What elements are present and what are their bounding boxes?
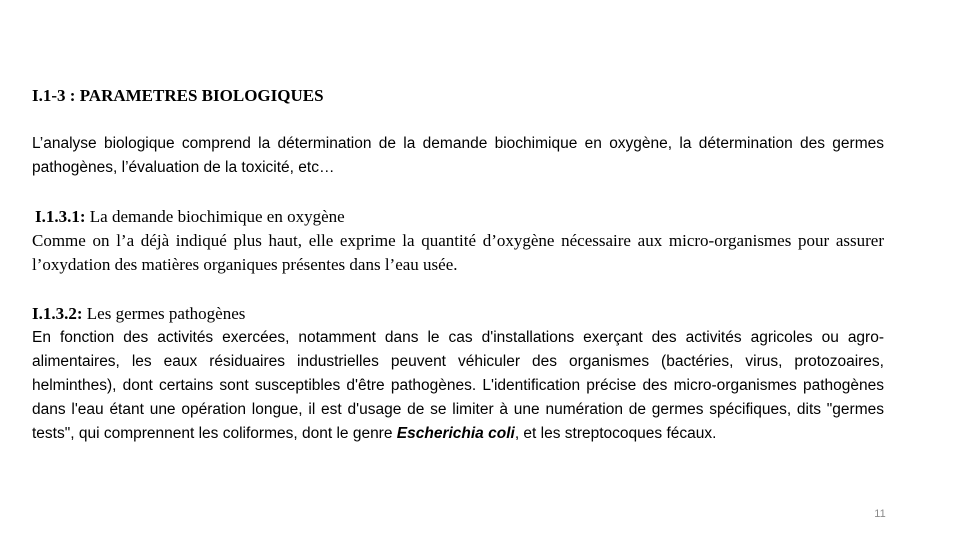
pathogens-body-text: En fonction des activités exercées, notamment dans le cas d'installations exerçant des activités agricoles ou agro-alimentaires, les eaux résiduaires industrielles peuvent véhiculer des organismes (bactéries, virus, protozoaires, helminthes), dont certains sont susceptibles d'être pathogènes. L'identification précise des micro-organismes pathogènes dans l'eau étant une opération longue, il est d'usage de se limiter à une numération de germes spécifiques, dits "germes tests", qui comprennent les coliformes, dont le genre [32, 329, 884, 442]
subsection-bod-number: I.1.3.1: [35, 207, 86, 226]
subsection-bod [32, 205, 884, 277]
subsection-pathogens-body [32, 329, 884, 442]
species-name: Escherichia coli [396, 425, 515, 442]
pathogens-body-end: , et les streptocoques fécaux. [514, 425, 717, 442]
subsection-bod-heading [32, 205, 884, 229]
subsection-pathogens-heading [32, 302, 884, 326]
page-number: 11 [874, 508, 886, 520]
subsection-pathogens-title: Les germes pathogènes [82, 304, 246, 323]
subsection-bod-body: Comme on l’a déjà indiqué plus haut, elle exprime la quantité d’oxygène nécessaire aux micro-organismes pour assurer l’oxydation des matières organiques présentes dans l’eau usée. [32, 231, 884, 274]
subsection-bod-title: La demande biochimique en oxygène [85, 207, 345, 226]
intro-paragraph: L’analyse biologique comprend la détermination de la demande biochimique en oxygène, la détermination des germes pathogènes, l’évaluation de la toxicité, etc… [32, 135, 884, 176]
subsection-pathogens-number: I.1.3.2: [32, 304, 83, 323]
subsection-pathogens [32, 302, 884, 446]
section-heading: I.1-3 : PARAMETRES BIOLOGIQUES [32, 86, 324, 105]
